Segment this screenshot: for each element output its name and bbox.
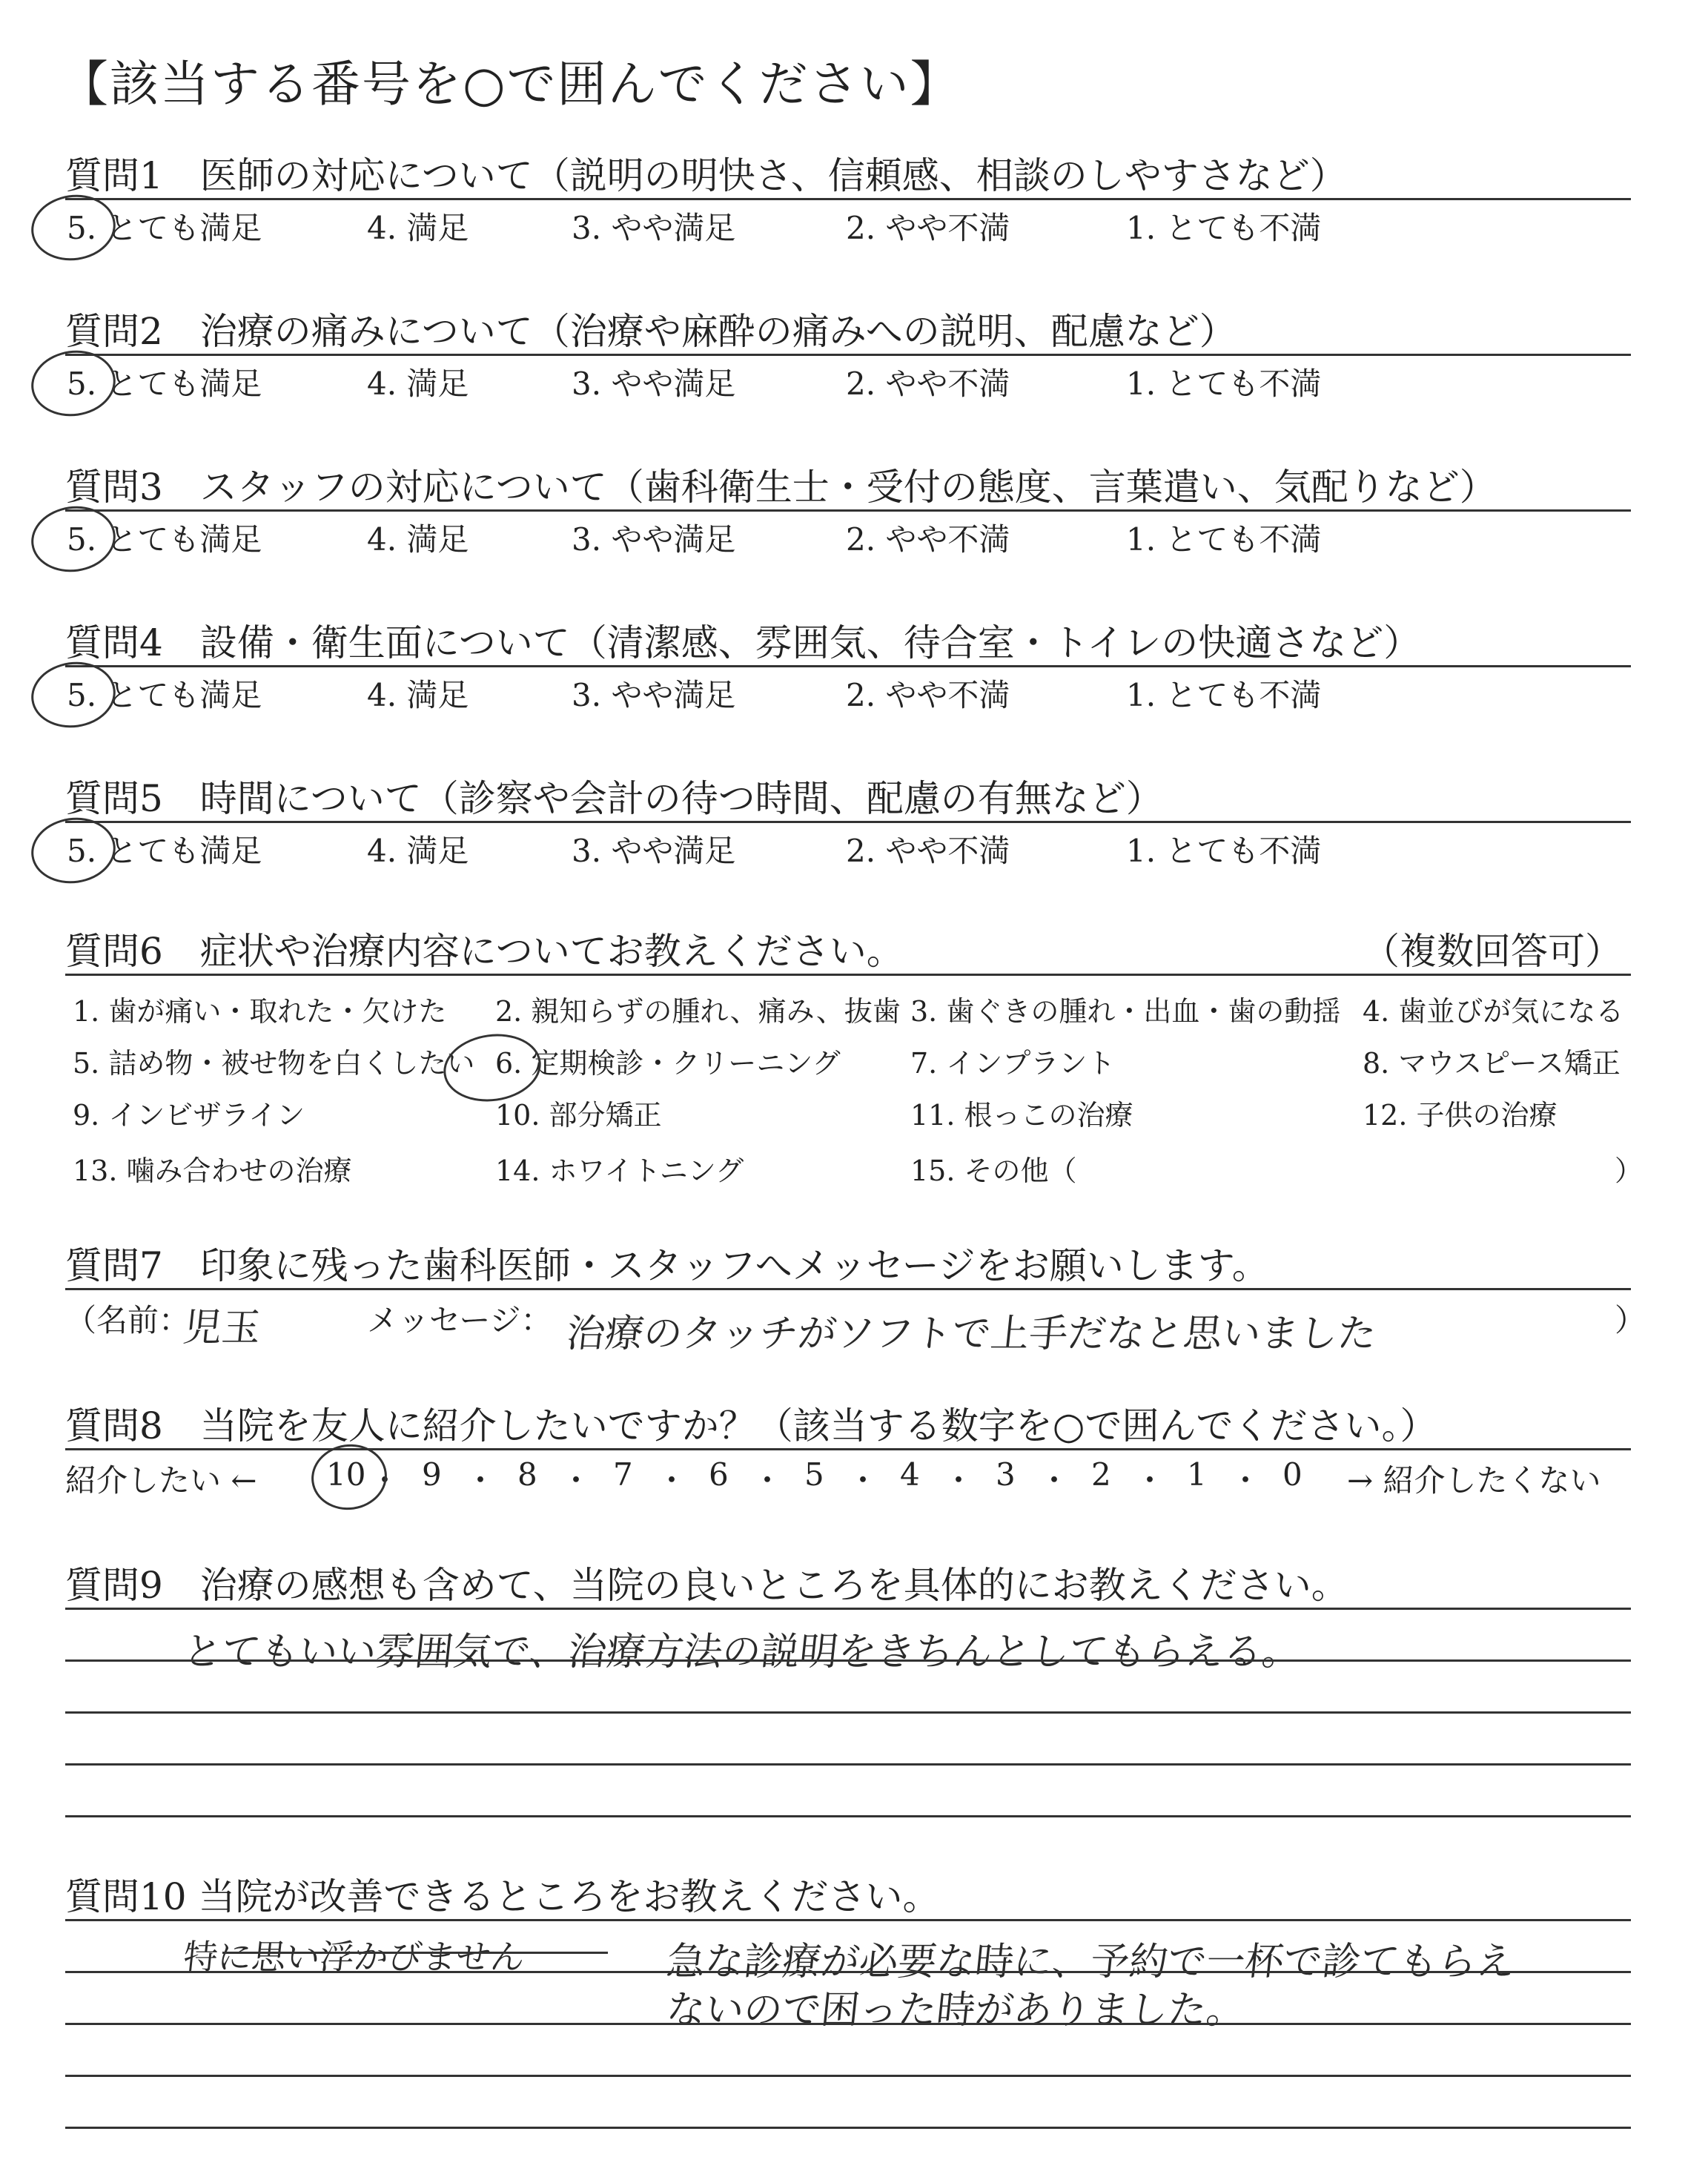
q2-title: 質問2 治療の痛みについて（治療や麻酔の痛みへの説明、配慮など） <box>65 310 1237 353</box>
q6-option-9: 9. インビザライン <box>73 1099 305 1132</box>
q2-option-2: 2. やや不満 <box>846 366 1010 402</box>
q5-option-4: 4. 満足 <box>367 833 469 869</box>
q3-selected-circle <box>27 501 119 577</box>
page-header: 【該当する番号を○で囲んでください】 <box>59 56 961 113</box>
q5-title: 質問5 時間について（診察や会計の待つ時間、配慮の有無など） <box>65 777 1163 820</box>
q3-rule <box>65 509 1631 512</box>
q6-option-5: 5. 詰め物・被せ物を白くしたい <box>73 1047 475 1080</box>
q2-option-4: 4. 満足 <box>367 366 469 402</box>
q8-right-label: → 紹介したくない <box>1347 1462 1601 1499</box>
q9-rule-2 <box>65 1659 1631 1662</box>
q5-option-5: 5. とても満足 <box>67 833 262 869</box>
q2-rule <box>65 354 1631 356</box>
q9-answer: とてもいい雰囲気で、治療方法の説明をきちんとしてもらえる。 <box>181 1630 1303 1674</box>
q6-note: （複数回答可） <box>1363 930 1622 973</box>
q8-separator: ・ <box>369 1462 401 1499</box>
q8-selected-circle <box>307 1439 391 1514</box>
q8-scale-3: 3 <box>996 1456 1016 1493</box>
q8-separator: ・ <box>465 1462 497 1499</box>
q4-option-2: 2. やや不満 <box>846 677 1010 713</box>
q8-left-label: 紹介したい ← <box>65 1462 257 1499</box>
q3-option-4: 4. 満足 <box>367 521 469 558</box>
q8-scale-5: 5 <box>804 1456 824 1493</box>
q7-title: 質問7 印象に残った歯科医師・スタッフへメッセージをお願いします。 <box>65 1244 1269 1287</box>
q1-option-1: 1. とても不満 <box>1126 210 1322 246</box>
q10-rule-3 <box>65 2023 1631 2025</box>
q6-option-12: 12. 子供の治療 <box>1363 1099 1558 1132</box>
q8-scale-8: 8 <box>517 1456 537 1493</box>
q8-separator: ・ <box>752 1462 784 1499</box>
q6-title: 質問6 症状や治療内容についてお教えください。 <box>65 930 904 973</box>
q8-separator: ・ <box>1230 1462 1262 1499</box>
q9-rule-5 <box>65 1815 1631 1817</box>
q6-option-4: 4. 歯並びが気になる <box>1363 995 1624 1028</box>
q6-option-15: 15. その他（ <box>910 1155 1077 1187</box>
q6-option-3: 3. 歯ぐきの腫れ・出血・歯の動揺 <box>910 995 1341 1028</box>
q4-option-3: 3. やや満足 <box>572 677 736 713</box>
q5-selected-circle <box>27 812 119 888</box>
q9-rule-3 <box>65 1711 1631 1714</box>
q1-title: 質問1 医師の対応について（説明の明快さ、信頼感、相談のしやすさなど） <box>65 154 1347 197</box>
q4-selected-circle <box>27 656 119 733</box>
q8-separator: ・ <box>847 1462 879 1499</box>
q8-scale-0: 0 <box>1282 1456 1302 1493</box>
q7-message-value: 治療のタッチがソフトで上手だなと思いました <box>564 1312 1379 1356</box>
q5-option-2: 2. やや不満 <box>846 833 1010 869</box>
q7-rule <box>65 1288 1631 1290</box>
q5-rule <box>65 821 1631 823</box>
q7-name-value: 児玉 <box>181 1306 263 1350</box>
q4-rule <box>65 665 1631 667</box>
q10-struck-text: 特に思い浮かびません <box>181 1937 527 1977</box>
q10-rule-4 <box>65 2075 1631 2077</box>
q9-rule-1 <box>65 1608 1631 1610</box>
q6-other-close: ） <box>1615 1155 1644 1187</box>
q4-option-5: 5. とても満足 <box>67 677 262 713</box>
q6-option-13: 13. 噛み合わせの治療 <box>73 1155 352 1187</box>
q8-title: 質問8 当院を友人に紹介したいですか？（該当する数字を○で囲んでください。） <box>65 1404 1437 1447</box>
q10-rule-5 <box>65 2127 1631 2129</box>
q8-scale-1: 1 <box>1187 1456 1207 1493</box>
q4-title: 質問4 設備・衛生面について（清潔感、雰囲気、待合室・トイレの快適さなど） <box>65 621 1421 664</box>
q10-answer-line2: ないので困った時がありました。 <box>664 1988 1248 2032</box>
q7-name-label: （名前： <box>65 1302 191 1338</box>
q7-close: ） <box>1615 1302 1646 1338</box>
q4-option-1: 1. とても不満 <box>1126 677 1322 713</box>
q8-scale-7: 7 <box>613 1456 633 1493</box>
q8-separator: ・ <box>943 1462 975 1499</box>
q3-option-5: 5. とても満足 <box>67 521 262 558</box>
q8-scale-4: 4 <box>900 1456 920 1493</box>
q4-option-4: 4. 満足 <box>367 677 469 713</box>
q5-option-1: 1. とても不満 <box>1126 833 1322 869</box>
q2-selected-circle <box>27 345 119 421</box>
q8-separator: ・ <box>560 1462 592 1499</box>
q10-rule-1 <box>65 1919 1631 1921</box>
q10-answer-line1: 急な診療が必要な時に、予約で一杯で診てもらえ <box>664 1940 1517 1984</box>
q2-option-5: 5. とても満足 <box>67 366 262 402</box>
q6-option-1: 1. 歯が痛い・取れた・欠けた <box>73 995 447 1028</box>
q3-title: 質問3 スタッフの対応について（歯科衛生士・受付の態度、言葉遣い、気配りなど） <box>65 466 1497 509</box>
q8-separator: ・ <box>656 1462 688 1499</box>
q8-separator: ・ <box>1039 1462 1070 1499</box>
q3-option-2: 2. やや不満 <box>846 521 1010 558</box>
q8-rule <box>65 1448 1631 1450</box>
q3-option-3: 3. やや満足 <box>572 521 736 558</box>
q8-scale-10: 10 <box>326 1456 366 1493</box>
q6-option-8: 8. マウスピース矯正 <box>1363 1047 1621 1080</box>
q1-selected-circle <box>27 189 119 265</box>
q1-rule <box>65 198 1631 200</box>
q1-option-4: 4. 満足 <box>367 210 469 246</box>
q1-option-3: 3. やや満足 <box>572 210 736 246</box>
q6-option-10: 10. 部分矯正 <box>495 1099 662 1132</box>
q6-option-11: 11. 根っこの治療 <box>910 1099 1133 1132</box>
q6-option-14: 14. ホワイトニング <box>495 1155 744 1187</box>
q8-scale-2: 2 <box>1091 1456 1111 1493</box>
q8-scale-9: 9 <box>422 1456 442 1493</box>
q6-option-6: 6. 定期検診・クリーニング <box>495 1047 841 1080</box>
q8-scale-6: 6 <box>709 1456 729 1493</box>
q1-option-5: 5. とても満足 <box>67 210 262 246</box>
q6-option-2: 2. 親知らずの腫れ、痛み、抜歯 <box>495 995 901 1028</box>
q10-strikethrough <box>222 1952 608 1954</box>
q5-option-3: 3. やや満足 <box>572 833 736 869</box>
q2-option-3: 3. やや満足 <box>572 366 736 402</box>
q7-message-label: メッセージ： <box>367 1302 552 1338</box>
q9-rule-4 <box>65 1763 1631 1766</box>
q3-option-1: 1. とても不満 <box>1126 521 1322 558</box>
q9-title: 質問9 治療の感想も含めて、当院の良いところを具体的にお教えください。 <box>65 1564 1348 1607</box>
q8-separator: ・ <box>1134 1462 1166 1499</box>
q1-option-2: 2. やや不満 <box>846 210 1010 246</box>
q10-title: 質問10 当院が改善できるところをお教えください。 <box>65 1875 940 1918</box>
q10-rule-2 <box>65 1971 1631 1973</box>
q6-option-7: 7. インプラント <box>910 1047 1116 1080</box>
q2-option-1: 1. とても不満 <box>1126 366 1322 402</box>
q6-rule <box>65 974 1631 976</box>
